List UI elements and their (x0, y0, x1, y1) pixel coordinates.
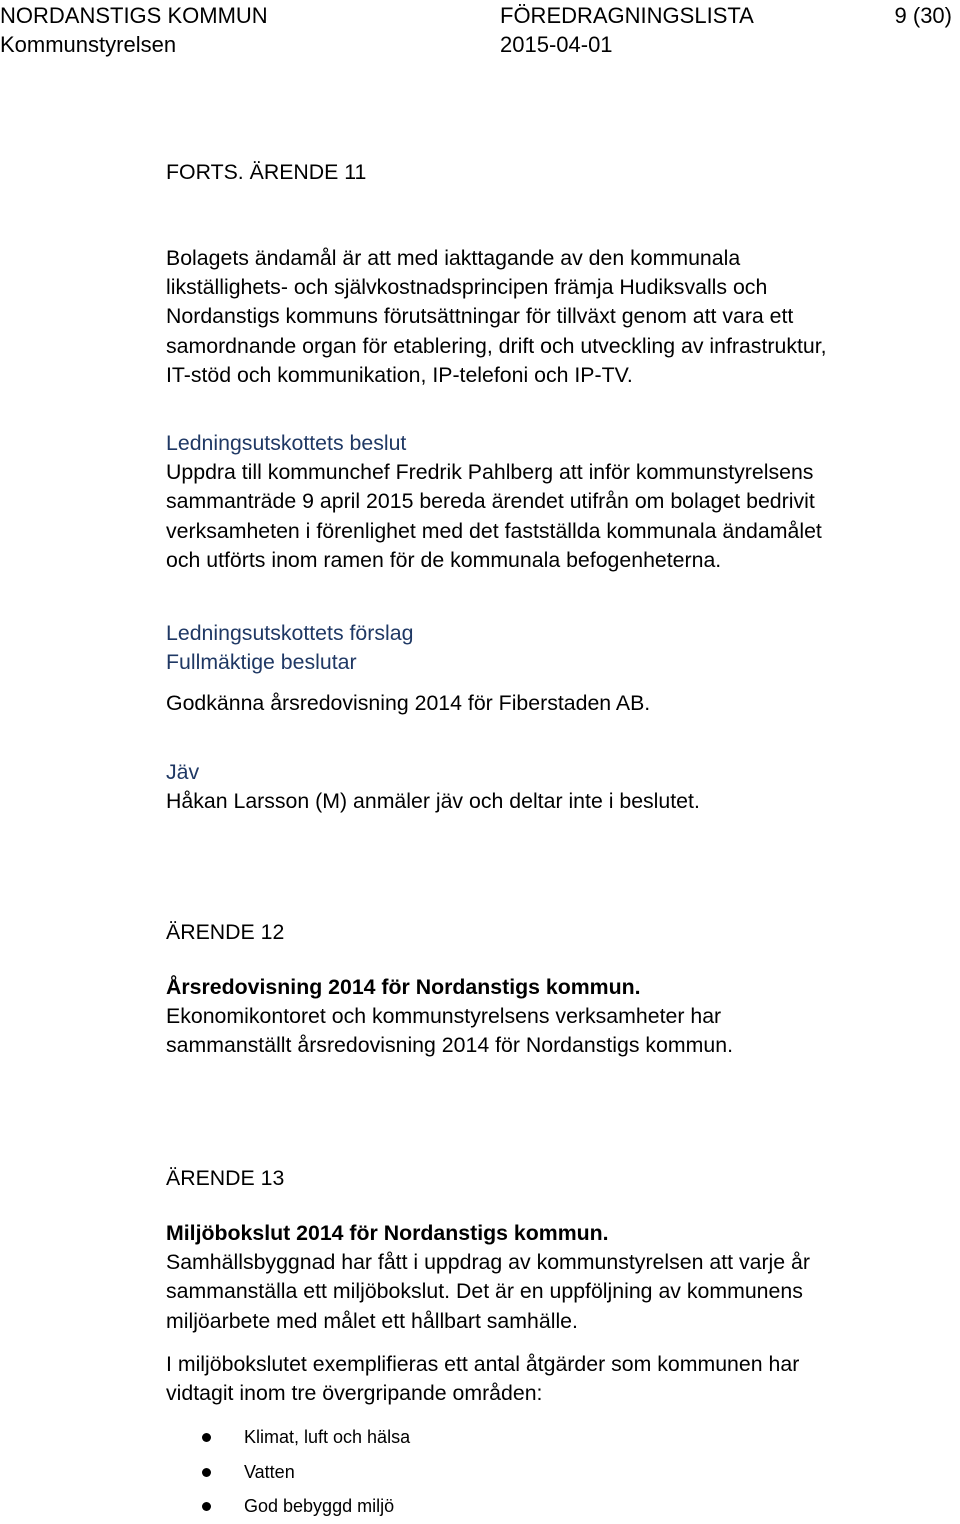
arende-12-title: Årsredovisning 2014 för Nordanstigs kommun. (166, 975, 641, 999)
arende-12-line: sammanställt årsredovisning 2014 för Nordanstigs kommun. (166, 1033, 733, 1058)
header-page-number: 9 (30) (894, 3, 952, 28)
beslut-line: Uppdra till kommunchef Fredrik Pahlberg att inför kommunstyrelsens (166, 460, 814, 485)
beslut-heading: Ledningsutskottets beslut (166, 431, 407, 455)
arende-13-heading: ÄRENDE 13 (166, 1166, 285, 1190)
arende-13-title: Miljöbokslut 2014 för Nordanstigs kommun. (166, 1221, 609, 1245)
header-org: NORDANSTIGS KOMMUN (0, 3, 268, 28)
beslut-line: verksamheten i förenlighet med det fastställda kommunala ändamålet (166, 518, 822, 543)
forslag-heading: Ledningsutskottets förslag (166, 621, 414, 645)
page-header (0, 0, 960, 60)
arende-13-content (166, 1219, 960, 1336)
beslut-line: och utförts inom ramen för de kommunala befogenheterna. (166, 547, 722, 572)
arende-13-line: miljöarbete med målet ett hållbart samhälle. (166, 1308, 578, 1333)
forslag-section (166, 619, 960, 719)
arende-11-heading: FORTS. ÄRENDE 11 (166, 160, 367, 184)
arende-13-content-2 (166, 1350, 960, 1408)
intro-line: Bolagets ändamål är att med iakttagande av den kommunala (166, 246, 741, 270)
forslag-subheading: Fullmäktige beslutar (166, 650, 357, 675)
intro-line: samordnande organ för etablering, drift och utveckling av infrastruktur, (166, 333, 827, 358)
list-item: God bebyggd miljö (166, 1489, 410, 1524)
arende-11-intro (166, 244, 960, 390)
jav-heading: Jäv (166, 760, 200, 784)
arende-13-line: sammanställa ett miljöbokslut. Det är en uppföljning av kommunens (166, 1279, 803, 1304)
arende-13-line: Samhällsbyggnad har fått i uppdrag av kommunstyrelsen att varje år (166, 1250, 810, 1275)
intro-line: likställighets- och självkostnadsprincipen främja Hudiksvalls och (166, 275, 768, 300)
header-doc-type: FÖREDRAGNINGSLISTA (500, 3, 754, 28)
jav-section (166, 758, 960, 816)
forslag-text: Godkänna årsredovisning 2014 för Fiberstaden AB. (166, 691, 651, 716)
header-date: 2015-04-01 (500, 32, 613, 57)
arende-12-heading: ÄRENDE 12 (166, 920, 285, 944)
list-item: Vatten (166, 1455, 410, 1490)
areas-list (166, 1420, 410, 1524)
arende-12-line: Ekonomikontoret och kommunstyrelsens verksamheter har (166, 1004, 722, 1029)
header-body: Kommunstyrelsen (0, 32, 177, 57)
arende-12-content (166, 973, 960, 1061)
beslut-section (166, 429, 960, 575)
arende-13-line: I miljöbokslutet exemplifieras ett antal åtgärder som kommunen har (166, 1352, 800, 1376)
intro-line: Nordanstigs kommuns förutsättningar för tillväxt genom att vara ett (166, 304, 794, 329)
jav-text: Håkan Larsson (M) anmäler jäv och deltar inte i beslutet. (166, 789, 700, 814)
beslut-line: sammanträde 9 april 2015 bereda ärendet utifrån om bolaget bedrivit (166, 489, 815, 514)
list-item: Klimat, luft och hälsa (166, 1420, 410, 1455)
intro-line: IT-stöd och kommunikation, IP-telefoni och IP-TV. (166, 362, 633, 387)
arende-13-line: vidtagit inom tre övergripande områden: (166, 1381, 543, 1406)
